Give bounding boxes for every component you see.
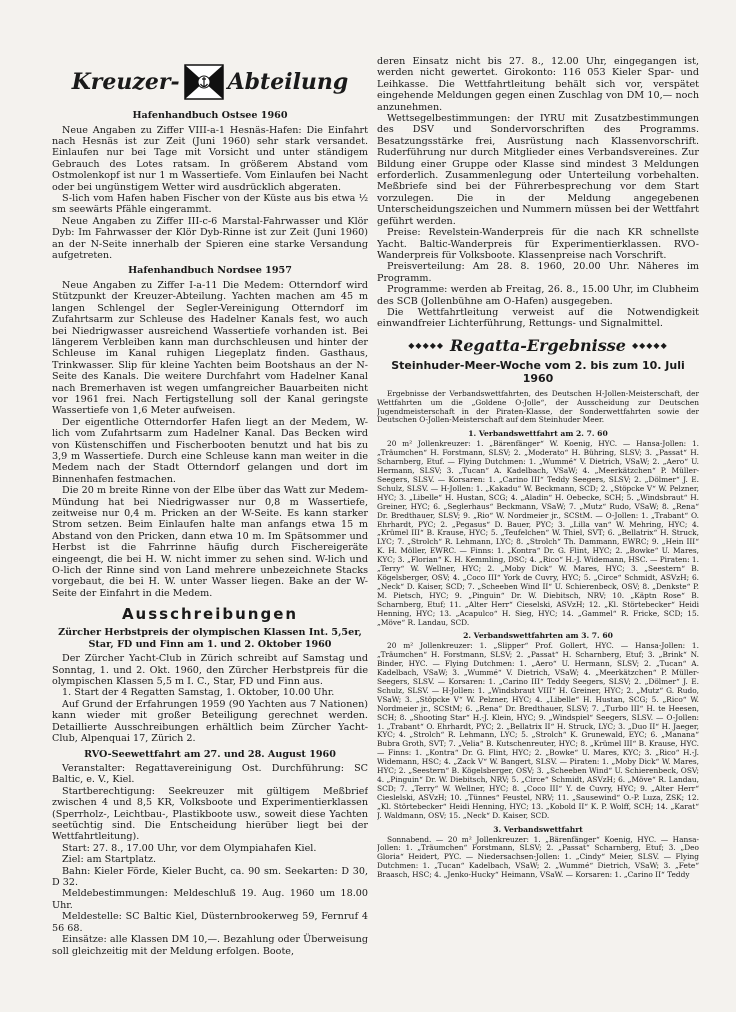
paragraph: deren Einsatz nicht bis 27. 8., 12.00 Uhr, eingegangen ist, werden nicht gewertet. Girokonto: 116 053 Kieler Spar- und Leihkasse. Die Wettfahrtleitung behält sich vor, verspätet eingehende Meldungen gegen einen Zuschlag von DM 10,— noch anzunehmen. [377, 56, 699, 113]
ornament-dots: ◆◆◆◆◆ [631, 340, 668, 350]
heading-zuercher: Zürcher Herbstpreis der olympischen Klassen Int. 5,5er, Star, FD und Finn am 1. und 2. Oktober 1960 [58, 627, 362, 650]
paragraph: Meldebestimmungen: Meldeschluß 19. Aug. 1960 um 18.00 Uhr. [52, 888, 368, 911]
regatta-title: Regatta-Ergebnisse [450, 335, 626, 355]
heading-race-3: 3. Verbandswettfahrt [493, 824, 583, 834]
paragraph: Meldestelle: SC Baltic Kiel, Düsternbrookerweg 59, Fernruf 4 56 68. [52, 911, 368, 934]
paragraph: Neue Angaben zu Ziffer I-a-11 Die Medem: Otterndorf wird Stützpunkt der Kreuzer-Abteilung. Yachten machen am 45 m langen Schlengel der Segler-Vereinigung Otterndorf im Zufahrtsarm zur Schleuse des Hadelner Kanals fest, wo auch bei Niedrigwasser ausreichend Wassertiefe vorhanden ist. Bei längerem Verbleiben kann man durchschleusen und hinter der Schleuse im Kanal ruhigen Liegeplatz finden. Gasthaus, Trinkwasser. Slip für kleine Yachten beim Bootshaus an der N-Seite des Kanals. Die weitere Durchfahrt vom Hadelner Kanal nach Bremerhaven ist wegen umfangreicher Bauarbeiten nicht vor 1961 frei. Nach Fertigstellung soll der Kanal geringste Wassertiefe von 1,6 Meter aufweisen. [52, 279, 368, 417]
paragraph: Startberechtigung: Seekreuzer mit gültigem Meßbrief zwischen 4 und 8,5 KR, Volksboote und Experimentierklassen (Sperrholz-, Leichtbau-, Plastikboote usw., soweit diese Yachten seetüchtig sind. Die Entscheidung hierüber liegt bei der Wettfahrtleitung). [52, 785, 368, 843]
regatta-heading [377, 336, 699, 355]
paragraph: Wettsegelbestimmungen: der IYRU mit Zusatzbestimmungen des DSV und Sondervorschriften des Programms. Besatzungsstärke frei, Ausrüstung nach Klassenvorschrift. Ruderführung nur durch Mitglieder eines Verbandsvereines. Zur Bildung einer Gruppe oder Klasse sind mindest 3 Meldungen erforderlich. Zusammenlegung oder Unterteilung vorbehalten. Meßbriefe sind bei der Führerbesprechung vor dem Start vorzulegen. Die in der Meldung angegebenen Unterscheidungszeichen und Nummern müssen bei der Wettfahrt geführt werden. [377, 113, 699, 227]
paragraph: Die Wettfahrtleitung verweist auf die Notwendigkeit einwandfreier Lichterführung, Rettungs- und Signalmittel. [377, 306, 699, 330]
paragraph: Der Zürcher Yacht-Club in Zürich schreibt auf Samstag und Sonntag, 1. und 2. Okt. 1960, den Zürcher Herbstpreis für die olympischen Klassen 5,5 m I. C., Star, FD und Finn aus. [52, 653, 368, 688]
results-intro: Ergebnisse der Verbandswettfahrten, des Deutschen H-Jollen-Meisterschaft, der Wettfahrten um die „Goldene O-Jolle“, der Ausscheidung zur Deutschen Jugendmeisterschaft in der Piraten-Klasse, der Sonderwettfahrten sowie der Deutschen O-Jollen-Meisterschaft auf dem Steinhuder Meer. [377, 388, 699, 425]
paragraph: Start: 27. 8., 17.00 Uhr, vor dem Olympiahafen Kiel. [62, 842, 317, 854]
heading-race-2: 2. Verbandswettfahrten am 3. 7. 60 [463, 631, 613, 641]
paragraph: Einsätze: alle Klassen DM 10,—. Bezahlung oder Überweisung soll gleichzeitig mit der Meldung erfolgen. Boote, [52, 934, 368, 957]
paragraph: 1. Start der 4 Regatten Samstag, 1. Oktober, 10.00 Uhr. [62, 687, 335, 699]
banner-right-word: Abteilung [227, 69, 349, 95]
results-race-1: 20 m² Jollenkreuzer: 1. „Bärenfänger“ W. Koenig, HYC. — Hansa-Jollen: 1. „Träumchen“ H. Forstmann, SLSV; 2. „Moderato“ H. Bühring, SLSV; 3. „Passat“ H. Scharnberg, Etuf. — Flying Dutchmen: 1. „Wummé“ V. Dietrich, VSaW; 2. „Aero“ U. Hermann, SLSV; 3. „Tucan“ A. Kadelbach, VSaW; 4. „Meerkätzchen“ P. Müller-Seegers, SLSV. — Korsaren: 1. „Carino III“ Teddy Seegers, SLSV; 2. „Dölmer“ J. E. Schulz, SLSV. — H-Jollen: 1. „Kakadu“ W. Beckmann, SCD; 2. „Stöpcke V“ W. Pelzner, HYC; 3. „Libelle“ H. Hustan, SCG; 4. „Aladin“ H. Oebecke, SCH; 5. „Windsbraut“ H. Greiner, HYC; 6. „Seglerhaus“ Beckmann, VSaW; 7. „Mutz“ Rudo, VSaW; 8. „Rena“ Dr. Bredthauer, SLSV; 9. „Rio“ W. Nordmeier jr., SCStM. — O-Jollen: 1. „Trabant“ O. Ehrhardt, PYC; 2. „Pegasus“ D. Bauer, PYC; 3. „Lilla van“ W. Mehring, HYC; 4. „Krümel III“ B. Krause, HYC; 5. „Teufelchen“ W. Thiel, SVT; 6. „Bellatrix“ H. Struck, LYC; 7. „Strolch“ R. Lehmann, LYC; 8. „Strolch“ Th. Dammann, EWRC; 9. „Hein III“ K. H. Möller, EWRC. — Finns: 1. „Kontra“ Dr. G. Flint, HYC; 2. „Bowke“ U. Mares, KYC; 3. „Florian“ K. H. Kemmling, DSC; 4. „Rico“ H.-J. Widemann, HSC. — Piraten: 1. „Terry“ W. Wellner, HYC; 2. „Moby Dick“ W. Mares, HYC; 3. „Seestern“ B. Kögelsberger, OSV; 4. „Coco III“ York de Cuvry, HYC; 5. „Circe“ Schmidt, ASVzH; 6. „Neck“ D. Kaiser, SCD; 7. „Scheeben Wind II“ U. Schierenbeck, OSV; 8. „Denkste“ P. M. Pietsch, HYC; 9. „Pinguin“ Dr. W. Diebitsch, NRV; 10. „Käptn Rose“ B. Scharnberg, Etuf; 11. „Alter Herr“ Cieselski, ASVzH; 12. „Kl. Störtebecker“ Heidi Henning, HYC; 13. „Acapulco“ H. Sieg, HYC; 14. „Gammel“ R. Fricke, SCD; 15. „Möve“ R. Landau, SCD. [377, 439, 699, 627]
paragraph: S-lich vom Hafen haben Fischer von der Küste aus bis etwa ½ sm seewärts Pfähle eingerammt. [52, 192, 368, 216]
paragraph: Preisverteilung: Am 28. 8. 1960, 20.00 Uhr. Näheres im Programm. [377, 261, 699, 284]
paragraph: Preise: Revelstein-Wanderpreis für die nach KR schnellste Yacht. Baltic-Wanderpreis für Experimentierklassen. RVO-Wanderpreis für Volksboote. Klassenpreise nach Vorschrift. [377, 227, 699, 261]
heading-rvo: RVO-Seewettfahrt am 27. und 28. August 1960 [84, 748, 336, 760]
club-flag-icon [184, 64, 224, 100]
paragraph: Die 20 m breite Rinne von der Elbe über das Watt zur Medem-Mündung hat bei Niedrigwasser nur 0,8 m Wassertiefe, zeitweise nur 0,4 m. Pricken an der W-Seite. Es kann starker Strom setzen. Beim Einlaufen halte man anfangs etwa 15 m Abstand von den Pricken, dann etwa 10 m. Im Spätsommer und Herbst ist die Fahrrinne häufig durch Fischereigeräte eingeengt, die bei H. W. nicht immer zu sehen sind. W-lich und O-lich der Rinne sind von Land mehrere unbezeichnete Stacks vorgebaut, die bei H. W. unter Wasser liegen. Bake an der W-Seite der Einfahrt in die Medem. [52, 485, 368, 599]
left-column [52, 58, 368, 1006]
heading-race-1: 1. Verbandswettfahrt am 2. 7. 60 [468, 429, 608, 439]
results-race-2: 20 m² Jollenkreuzer: 1. „Slipper“ Prof. Gollert, HYC. — Hansa-Jollen: 1. „Träumchen“ H. Forstmann, SLSV; 2. „Passat“ H. Scharnberg, Etuf; 3. „Brink“ N. Binder, HYC. — Flying Dutchmen: 1. „Aero“ U. Hermann, SLSV; 2. „Tucan“ A. Kadelbach, VSaW; 3. „Wummé“ V. Dietrich, VSaW; 4. „Meerkätzchen“ P. Müller-Seegers, SLSV. — Korsaren: 1. „Carino III“ Teddy Seegers, SLSV; 2. „Dölmer“ J. E. Schulz, SLSV. — H-Jollen: 1. „Windsbraut VIII“ H. Greiner, HYC; 2. „Mutz“ G. Rudo, VSaW; 3. „Stöpcke V“ W. Pelzner, HYC; 4. „Libelle“ H. Hustan, SCG; 5. „Rico“ W. Nordmeier jr., SCStM; 6. „Rena“ Dr. Bredthauer, SLSV; 7. „Turbo III“ H. te Heesen, SCH; 8. „Shooting Star“ H.-J. Klein, HYC; 9. „Windspiel“ Seegers, SLSV. — O-Jollen: 1. „Trabant“ O. Ehrhardt, PYC; 2. „Bellatrix II“ H. Struck, LYC; 3. „Duo II“ H. Jaeger, KYC; 4. „Strolch“ R. Lehmann, LYC; 5. „Strolch“ K. Grunewald, EYC; 6. „Manana“ Bubra Groth, SVT; 7. „Velia“ B. Kutschenreuter, HYC; 8. „Krümel III“ B. Krause, HYC. — Finns: 1. „Kontra“ Dr. G. Flint, HYC; 2. „Bowke“ U. Mares, KYC; 3. „Rico“ H.-J. Widemann, HSC; 4. „Zack V“ W. Bangert, SLSV. — Piraten: 1. „Moby Dick“ W. Mares, HYC; 2. „Seestern“ B. Kögelsberger, OSV; 3. „Scheeben Wind“ U. Schierenbeck, OSV; 4. „Pinguin“ Dr. W. Diebitsch, NRV; 5. „Circe“ Schmidt, ASVzH; 6. „Möve“ R. Landau, SCD; 7. „Terry“ W. Wellner, HYC; 8. „Coco III“ Y. de Cuvry, HYC; 9. „Alter Herr“ Cieslelski, ASVzH; 10. „Tünnes“ Feustel, NRV; 11. „Sausewind“ O.-P. Luza, ZSK; 12. „Kl. Störtebecker“ Heidi Henning, HYC; 13. „Kobold II“ K. P. Wolff, SCH; 14. „Karat“ J. Waldmann, OSV; 15. „Neck“ D. Kaiser, SCD. [377, 641, 699, 820]
paragraph: Bahn: Kieler Förde, Kieler Bucht, ca. 90 sm. Seekarten: D 30, D 32. [52, 865, 368, 889]
paragraph: Veranstalter: Regattavereinigung Ost. Durchführung: SC Baltic, e. V., Kiel. [52, 763, 368, 786]
paragraph: Neue Angaben zu Ziffer VIII-a-1 Hesnäs-Hafen: Die Einfahrt nach Hesnäs ist zur Zeit (Juni 1960) sehr stark versandet. Einlaufen nur bei Tage mit Vorsicht und unter ständigem Gebrauch des Lotes ratsam. In größerem Abstand vom Ostmolenkopf ist nur 1 m Wassertiefe. Vom Einlaufen bei Nacht oder bei ungünstigem Wetter wird ausdrücklich abgeraten. [52, 124, 368, 193]
paragraph: Neue Angaben zu Ziffer III-c-6 Marstal-Fahrwasser und Klör Dyb: Im Fahrwasser der Klör Dyb-Rinne ist zur Zeit (Juni 1960) an der N-Seite innerhalb der Spieren eine starke Versandung aufgetreten. [52, 215, 368, 261]
results-race-3: Sonnabend. — 20 m² Jollenkreuzer: 1. „Bärenfänger“ Koenig, HYC. — Hansa-Jollen: 1. „Träumchen“ Forstmann, SLSV; 2. „Passat“ Scharnberg, Etuf; 3. „Deo Gloria“ Heidert, PYC. — Niedersachsen-Jollen: 1. „Cindy“ Meier, SLSV. — Flying Dutchmen: 1. „Tucan“ Kadelbach, VSaW; 2. „Wummé“ Dietrich, VSaW; 3. „Fete“ Braasch, HSC; 4. „Jenko-Hucky“ Heimann, VSaW. — Korsaren: 1. „Carino II“ Teddy [377, 834, 699, 880]
paragraph: Auf Grund der Erfahrungen 1959 (90 Yachten aus 7 Nationen) kann wieder mit großer Beteiligung gerechnet werden. Detaillierte Ausschreibungen erhältlich beim Zürcher Yacht-Club, Alpenquai 17, Zürich 2. [52, 698, 368, 745]
ornament-dots: ◆◆◆◆◆ [408, 340, 445, 350]
banner-left-word: Kreuzer- [71, 69, 180, 95]
paragraph: Programme: werden ab Freitag, 26. 8., 15.00 Uhr, im Clubheim des SCB (Jollenbühne am O-Hafen) ausgegeben. [377, 284, 699, 307]
paragraph: Ziel: am Startplatz. [62, 854, 157, 866]
paragraph: Der eigentliche Otterndorfer Hafen liegt an der Medem, W-lich vom Zufahrtsarm zum Hadelner Kanal. Das Becken wird von Küstenschiffen und Fischerbooten benutzt und hat bis zu 3,9 m Wassertiefe. Durch eine Schleuse kann man weiter in die Medem nach der Stadt Otterndorf gelangen und dort im Binnenhafen festmachen. [52, 416, 368, 485]
right-column [377, 56, 699, 1006]
heading-nordsee: Hafenhandbuch Nordsee 1957 [128, 265, 292, 277]
section-title-ausschreibungen: Ausschreibungen [121, 605, 299, 624]
steinhuder-subtitle: Steinhuder-Meer-Woche vom 2. bis zum 10. Juli 1960 [391, 358, 685, 385]
heading-ostsee: Hafenhandbuch Ostsee 1960 [132, 110, 288, 121]
kreuzer-abteilung-banner [52, 58, 368, 106]
